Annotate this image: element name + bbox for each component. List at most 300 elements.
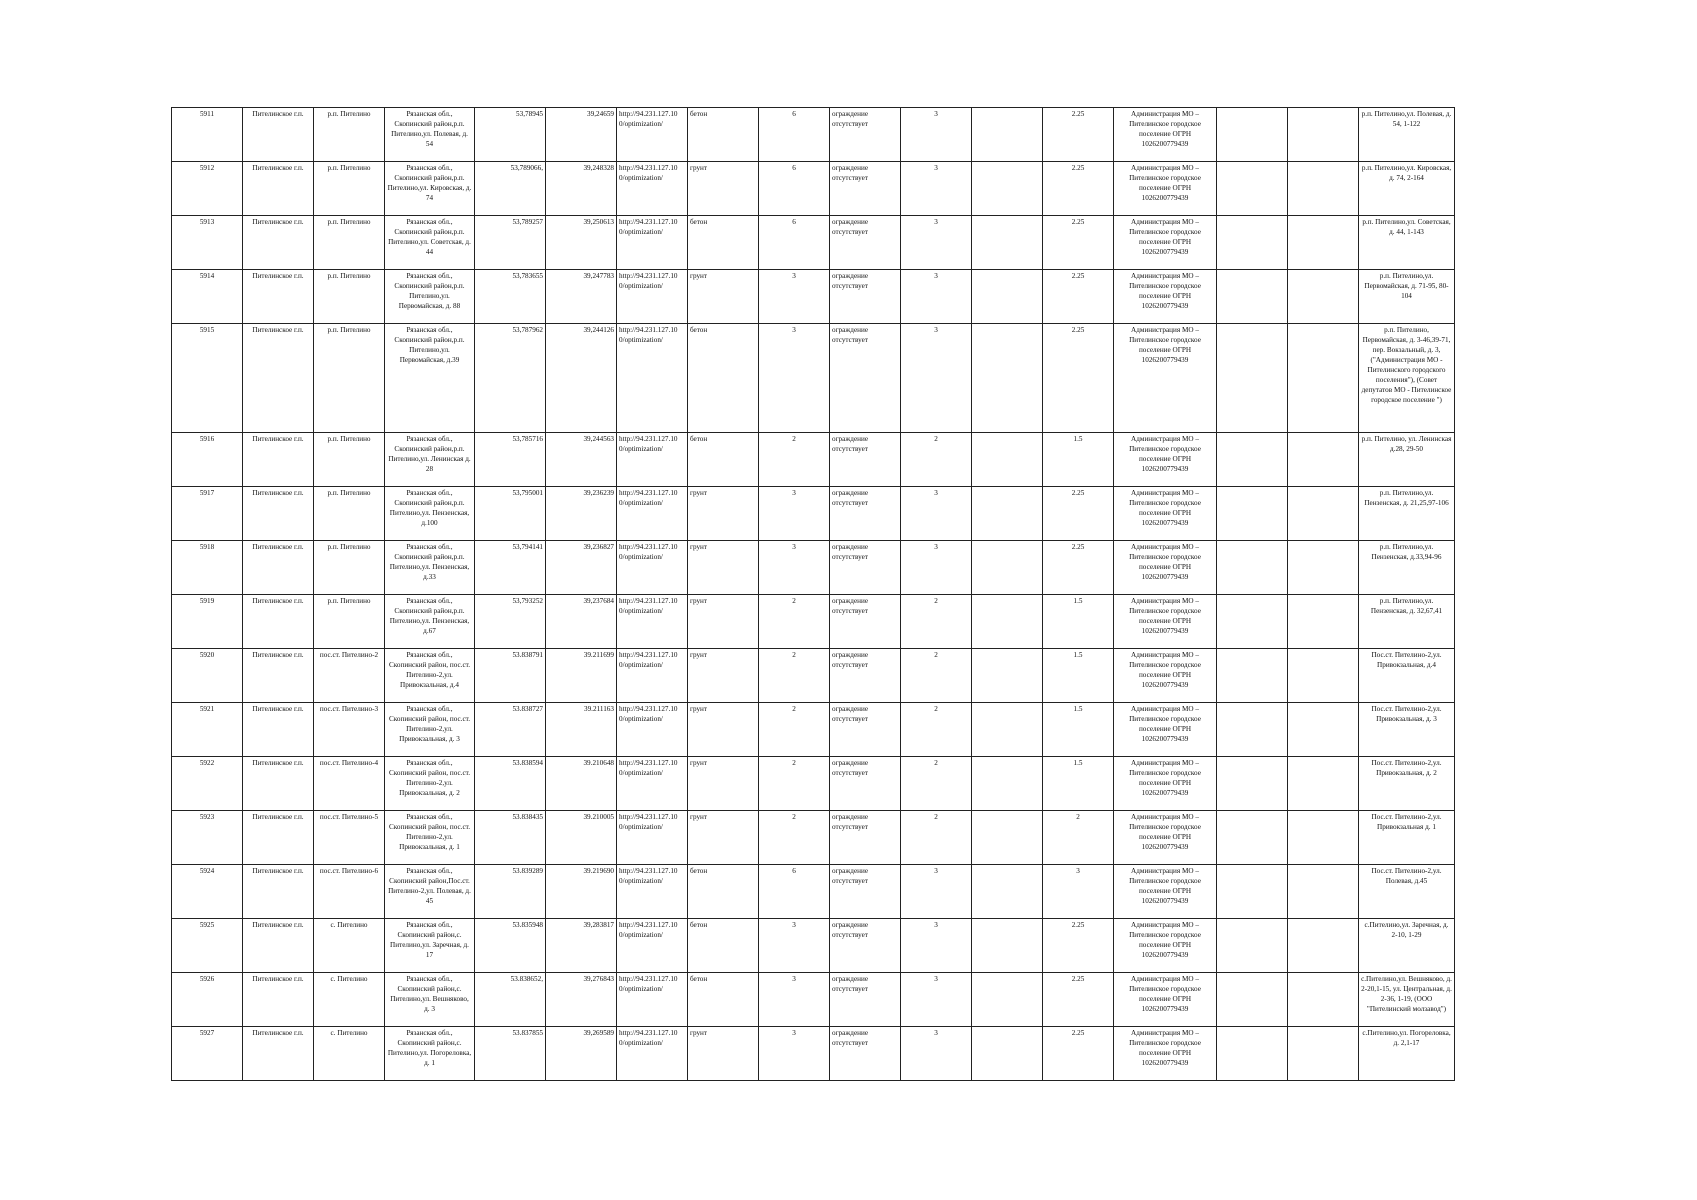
fence-cell: ограждение отсутствует — [830, 487, 901, 541]
surface-cell: грунт — [688, 811, 759, 865]
empty-cell — [1217, 324, 1288, 433]
address-cell: Рязанская обл., Скопинский район,р.п. Пителино,ул. Кировская, д. 74 — [385, 162, 475, 216]
empty-cell — [1217, 811, 1288, 865]
latitude-cell: 53.835948 — [475, 919, 546, 973]
empty-cell — [1288, 433, 1359, 487]
latitude-cell: 53,785716 — [475, 433, 546, 487]
settlement-cell: Пителинское г.п. — [243, 595, 314, 649]
locality-cell: р.п. Пителино — [314, 270, 385, 324]
surface-cell: грунт — [688, 1027, 759, 1081]
table-row — [172, 487, 1455, 541]
empty-cell — [972, 162, 1043, 216]
area-cell: 3 — [759, 541, 830, 595]
row-number-cell: 5920 — [172, 649, 243, 703]
area-cell: 3 — [759, 919, 830, 973]
volume-cell: 1.5 — [1043, 703, 1114, 757]
table-row — [172, 865, 1455, 919]
table-row — [172, 162, 1455, 216]
row-number-cell: 5918 — [172, 541, 243, 595]
table-row — [172, 973, 1455, 1027]
fence-cell: ограждение отсутствует — [830, 919, 901, 973]
empty-cell — [1217, 216, 1288, 270]
table-row — [172, 595, 1455, 649]
longitude-cell: 39,244563 — [546, 433, 617, 487]
longitude-cell: 39,269589 — [546, 1027, 617, 1081]
table-row — [172, 541, 1455, 595]
latitude-cell: 53.838791 — [475, 649, 546, 703]
row-number-cell: 5924 — [172, 865, 243, 919]
surface-cell: бетон — [688, 973, 759, 1027]
locality-cell: р.п. Пителино — [314, 541, 385, 595]
empty-cell — [972, 324, 1043, 433]
longitude-cell: 39,247783 — [546, 270, 617, 324]
volume-cell: 1.5 — [1043, 757, 1114, 811]
longitude-cell: 39,237684 — [546, 595, 617, 649]
row-number-cell: 5915 — [172, 324, 243, 433]
empty-cell — [1217, 703, 1288, 757]
containers-cell: 3 — [901, 216, 972, 270]
area-cell: 3 — [759, 1027, 830, 1081]
containers-cell: 2 — [901, 595, 972, 649]
waste-sources-cell: р.п. Пителино,ул. Пензенская, д. 32,67,41 — [1359, 595, 1455, 649]
volume-cell: 2.25 — [1043, 973, 1114, 1027]
map-link-cell[interactable]: http://94.231.127.10 0/optimization/ — [617, 541, 688, 595]
surface-cell: грунт — [688, 595, 759, 649]
map-link-cell[interactable]: http://94.231.127.10 0/optimization/ — [617, 108, 688, 162]
area-cell: 2 — [759, 433, 830, 487]
table-row — [172, 324, 1455, 433]
empty-cell — [1288, 216, 1359, 270]
volume-cell: 2.25 — [1043, 162, 1114, 216]
row-number-cell: 5912 — [172, 162, 243, 216]
volume-cell: 2.25 — [1043, 108, 1114, 162]
row-number-cell: 5911 — [172, 108, 243, 162]
latitude-cell: 53,787962 — [475, 324, 546, 433]
area-cell: 6 — [759, 108, 830, 162]
volume-cell: 2.25 — [1043, 919, 1114, 973]
surface-cell: грунт — [688, 703, 759, 757]
empty-cell — [1217, 595, 1288, 649]
waste-sources-cell: р.п. Пителино,ул. Полевая, д. 54, 1-122 — [1359, 108, 1455, 162]
settlement-cell: Пителинское г.п. — [243, 703, 314, 757]
containers-cell: 2 — [901, 811, 972, 865]
waste-sources-cell: с.Пителино,ул. Вешняково, д. 2-20,1-15, ул. Центральная, д. 2-36, 1-19, (ООО "Пителинский молзавод") — [1359, 973, 1455, 1027]
empty-cell — [1288, 973, 1359, 1027]
owner-cell: Администрация МО – Пителинское городское поселение ОГРН 1026200779439 — [1114, 270, 1217, 324]
surface-cell: грунт — [688, 270, 759, 324]
settlement-cell: Пителинское г.п. — [243, 541, 314, 595]
map-link-cell[interactable]: http://94.231.127.10 0/optimization/ — [617, 324, 688, 433]
surface-cell: бетон — [688, 216, 759, 270]
map-link-cell[interactable]: http://94.231.127.10 0/optimization/ — [617, 487, 688, 541]
waste-sources-cell: р.п. Пителино,ул. Пензенская, д. 21,25,97-106 — [1359, 487, 1455, 541]
locality-cell: пос.ст. Пителино-5 — [314, 811, 385, 865]
latitude-cell: 53.837855 — [475, 1027, 546, 1081]
address-cell: Рязанская обл., Скопинский район,р.п. Пителино,ул. Ленинская д. 28 — [385, 433, 475, 487]
volume-cell: 2.25 — [1043, 216, 1114, 270]
longitude-cell: 39,283817 — [546, 919, 617, 973]
volume-cell: 2.25 — [1043, 324, 1114, 433]
latitude-cell: 53.838652, — [475, 973, 546, 1027]
latitude-cell: 53,783655 — [475, 270, 546, 324]
longitude-cell: 39,250613 — [546, 216, 617, 270]
settlement-cell: Пителинское г.п. — [243, 487, 314, 541]
area-cell: 2 — [759, 811, 830, 865]
table-row — [172, 433, 1455, 487]
owner-cell: Администрация МО – Пителинское городское поселение ОГРН 1026200779439 — [1114, 865, 1217, 919]
address-cell: Рязанская обл., Скопинский район,с. Пителино,ул. Вешняково, д. 3 — [385, 973, 475, 1027]
settlement-cell: Пителинское г.п. — [243, 216, 314, 270]
locality-cell: с. Пителино — [314, 919, 385, 973]
fence-cell: ограждение отсутствует — [830, 216, 901, 270]
empty-cell — [1288, 487, 1359, 541]
map-link-cell[interactable]: http://94.231.127.10 0/optimization/ — [617, 433, 688, 487]
fence-cell: ограждение отсутствует — [830, 162, 901, 216]
latitude-cell: 53,793252 — [475, 595, 546, 649]
owner-cell: Администрация МО – Пителинское городское поселение ОГРН 1026200779439 — [1114, 649, 1217, 703]
waste-sources-cell: Пос.ст. Пителино-2,ул. Полевая, д.45 — [1359, 865, 1455, 919]
settlement-cell: Пителинское г.п. — [243, 919, 314, 973]
fence-cell: ограждение отсутствует — [830, 649, 901, 703]
area-cell: 6 — [759, 865, 830, 919]
owner-cell: Администрация МО – Пителинское городское поселение ОГРН 1026200779439 — [1114, 216, 1217, 270]
address-cell: Рязанская обл., Скопинский район, пос.ст. Пителино-2,ул. Привокзальная, д. 3 — [385, 703, 475, 757]
locality-cell: с. Пителино — [314, 1027, 385, 1081]
empty-cell — [1217, 757, 1288, 811]
waste-sources-cell: р.п. Пителино,ул. Советская, д. 44, 1-143 — [1359, 216, 1455, 270]
empty-cell — [972, 811, 1043, 865]
address-cell: Рязанская обл., Скопинский район,р.п. Пителино,ул. Полевая, д. 54 — [385, 108, 475, 162]
locality-cell: пос.ст. Пителино-4 — [314, 757, 385, 811]
table-row — [172, 649, 1455, 703]
owner-cell: Администрация МО – Пителинское городское поселение ОГРН 1026200779439 — [1114, 541, 1217, 595]
longitude-cell: 39.219690 — [546, 865, 617, 919]
surface-cell: бетон — [688, 865, 759, 919]
volume-cell: 1.5 — [1043, 595, 1114, 649]
fence-cell: ограждение отсутствует — [830, 541, 901, 595]
table-row — [172, 1027, 1455, 1081]
map-link-cell[interactable]: http://94.231.127.10 0/optimization/ — [617, 162, 688, 216]
settlement-cell: Пителинское г.п. — [243, 649, 314, 703]
fence-cell: ограждение отсутствует — [830, 865, 901, 919]
fence-cell: ограждение отсутствует — [830, 811, 901, 865]
settlement-cell: Пителинское г.п. — [243, 1027, 314, 1081]
address-cell: Рязанская обл., Скопинский район,с. Пителино,ул. Погореловка, д. 1 — [385, 1027, 475, 1081]
containers-cell: 3 — [901, 973, 972, 1027]
containers-cell: 3 — [901, 162, 972, 216]
address-cell: Рязанская обл., Скопинский район,р.п. Пителино,ул. Пензенская, д.100 — [385, 487, 475, 541]
longitude-cell: 39.210005 — [546, 811, 617, 865]
empty-cell — [1288, 541, 1359, 595]
area-cell: 3 — [759, 487, 830, 541]
empty-cell — [1288, 162, 1359, 216]
fence-cell: ограждение отсутствует — [830, 433, 901, 487]
empty-cell — [1288, 865, 1359, 919]
latitude-cell: 53,78945 — [475, 108, 546, 162]
map-link-cell[interactable]: http://94.231.127.10 0/optimization/ — [617, 270, 688, 324]
area-cell: 3 — [759, 324, 830, 433]
empty-cell — [1288, 757, 1359, 811]
map-link-cell[interactable]: http://94.231.127.10 0/optimization/ — [617, 865, 688, 919]
address-cell: Рязанская обл., Скопинский район,р.п. Пителино,ул. Пензенская, д.33 — [385, 541, 475, 595]
surface-cell: грунт — [688, 541, 759, 595]
address-cell: Рязанская обл., Скопинский район,р.п. Пителино,ул. Советская, д. 44 — [385, 216, 475, 270]
table-row — [172, 216, 1455, 270]
settlement-cell: Пителинское г.п. — [243, 324, 314, 433]
address-cell: Рязанская обл., Скопинский район,р.п. Пителино,ул. Пензенская, д.67 — [385, 595, 475, 649]
empty-cell — [1217, 541, 1288, 595]
locality-cell: р.п. Пителино — [314, 433, 385, 487]
address-cell: Рязанская обл., Скопинский район, пос.ст. Пителино-2,ул. Привокзальная, д. 1 — [385, 811, 475, 865]
locality-cell: р.п. Пителино — [314, 216, 385, 270]
empty-cell — [972, 1027, 1043, 1081]
surface-cell: бетон — [688, 108, 759, 162]
table-row — [172, 919, 1455, 973]
empty-cell — [1217, 108, 1288, 162]
waste-sources-cell: с.Пителино,ул. Заречная, д. 2-10, 1-29 — [1359, 919, 1455, 973]
surface-cell: бетон — [688, 919, 759, 973]
empty-cell — [972, 757, 1043, 811]
volume-cell: 2.25 — [1043, 487, 1114, 541]
latitude-cell: 53.838727 — [475, 703, 546, 757]
area-cell: 6 — [759, 216, 830, 270]
latitude-cell: 53.838435 — [475, 811, 546, 865]
longitude-cell: 39.211163 — [546, 703, 617, 757]
containers-cell: 2 — [901, 757, 972, 811]
row-number-cell: 5916 — [172, 433, 243, 487]
empty-cell — [1288, 595, 1359, 649]
volume-cell: 2.25 — [1043, 541, 1114, 595]
empty-cell — [1217, 1027, 1288, 1081]
address-cell: Рязанская обл., Скопинский район,р.п. Пителино,ул. Первомайская, д. 88 — [385, 270, 475, 324]
empty-cell — [1288, 649, 1359, 703]
latitude-cell: 53.839289 — [475, 865, 546, 919]
fence-cell: ограждение отсутствует — [830, 973, 901, 1027]
longitude-cell: 39.211699 — [546, 649, 617, 703]
owner-cell: Администрация МО – Пителинское городское поселение ОГРН 1026200779439 — [1114, 162, 1217, 216]
empty-cell — [1288, 811, 1359, 865]
address-cell: Рязанская обл., Скопинский район,с. Пителино,ул. Заречная, д. 17 — [385, 919, 475, 973]
empty-cell — [1217, 270, 1288, 324]
map-link-cell[interactable]: http://94.231.127.10 0/optimization/ — [617, 703, 688, 757]
empty-cell — [972, 216, 1043, 270]
latitude-cell: 53,789066, — [475, 162, 546, 216]
row-number-cell: 5914 — [172, 270, 243, 324]
waste-sources-cell: Пос.ст. Пителино-2,ул. Привокзальная, д. 2 — [1359, 757, 1455, 811]
waste-sources-cell: р.п. Пителино,ул. Кировская, д. 74, 2-164 — [1359, 162, 1455, 216]
table-row — [172, 108, 1455, 162]
fence-cell: ограждение отсутствует — [830, 757, 901, 811]
empty-cell — [972, 595, 1043, 649]
empty-cell — [972, 703, 1043, 757]
owner-cell: Администрация МО – Пителинское городское поселение ОГРН 1026200779439 — [1114, 324, 1217, 433]
table-row — [172, 270, 1455, 324]
latitude-cell: 53,789257 — [475, 216, 546, 270]
area-cell: 2 — [759, 649, 830, 703]
waste-sources-cell: Пос.ст. Пителино-2,ул. Привокзальная, д.4 — [1359, 649, 1455, 703]
longitude-cell: 39,248328 — [546, 162, 617, 216]
owner-cell: Администрация МО – Пителинское городское поселение ОГРН 1026200779439 — [1114, 595, 1217, 649]
empty-cell — [1217, 649, 1288, 703]
locality-cell: пос.ст. Пителино-6 — [314, 865, 385, 919]
locality-cell: р.п. Пителино — [314, 324, 385, 433]
empty-cell — [1217, 433, 1288, 487]
locality-cell: р.п. Пителино — [314, 487, 385, 541]
containers-cell: 3 — [901, 541, 972, 595]
longitude-cell: 39.210648 — [546, 757, 617, 811]
address-cell: Рязанская обл., Скопинский район, пос.ст. Пителино-2,ул. Привокзальная, д. 2 — [385, 757, 475, 811]
empty-cell — [1217, 865, 1288, 919]
empty-cell — [1288, 1027, 1359, 1081]
row-number-cell: 5927 — [172, 1027, 243, 1081]
containers-cell: 3 — [901, 1027, 972, 1081]
row-number-cell: 5926 — [172, 973, 243, 1027]
containers-cell: 3 — [901, 324, 972, 433]
volume-cell: 1.5 — [1043, 649, 1114, 703]
waste-sources-cell: р.п. Пителино, ул. Ленинская д.28, 29-50 — [1359, 433, 1455, 487]
empty-cell — [1288, 270, 1359, 324]
map-link-cell[interactable]: http://94.231.127.10 0/optimization/ — [617, 919, 688, 973]
row-number-cell: 5919 — [172, 595, 243, 649]
containers-cell: 2 — [901, 703, 972, 757]
locality-cell: пос.ст. Пителино-3 — [314, 703, 385, 757]
locality-cell: р.п. Пителино — [314, 108, 385, 162]
volume-cell: 2.25 — [1043, 1027, 1114, 1081]
area-cell: 3 — [759, 270, 830, 324]
waste-sources-cell: р.п. Пителино, Первомайская, д. 3-46,39-71, пер. Вокзальный, д. 3, ("Администрация МО - Пителинского городского поселения"), (Совет депутатов МО - Пителинское городское поселение ") — [1359, 324, 1455, 433]
longitude-cell: 39,236827 — [546, 541, 617, 595]
containers-cell: 3 — [901, 865, 972, 919]
surface-cell: бетон — [688, 324, 759, 433]
area-cell: 2 — [759, 757, 830, 811]
locality-cell: с. Пителино — [314, 973, 385, 1027]
settlement-cell: Пителинское г.п. — [243, 270, 314, 324]
surface-cell: грунт — [688, 757, 759, 811]
longitude-cell: 39,236239 — [546, 487, 617, 541]
owner-cell: Администрация МО – Пителинское городское поселение ОГРН 1026200779439 — [1114, 1027, 1217, 1081]
locality-cell: р.п. Пителино — [314, 162, 385, 216]
volume-cell: 3 — [1043, 865, 1114, 919]
fence-cell: ограждение отсутствует — [830, 108, 901, 162]
empty-cell — [972, 649, 1043, 703]
empty-cell — [972, 865, 1043, 919]
map-link-cell[interactable]: http://94.231.127.10 0/optimization/ — [617, 973, 688, 1027]
map-link-cell[interactable]: http://94.231.127.10 0/optimization/ — [617, 216, 688, 270]
settlement-cell: Пителинское г.п. — [243, 757, 314, 811]
containers-cell: 3 — [901, 487, 972, 541]
empty-cell — [1288, 919, 1359, 973]
surface-cell: грунт — [688, 487, 759, 541]
owner-cell: Администрация МО – Пителинское городское поселение ОГРН 1026200779439 — [1114, 919, 1217, 973]
table-row — [172, 703, 1455, 757]
address-cell: Рязанская обл., Скопинский район,Пос.ст. Пителино-2,ул. Полевая, д. 45 — [385, 865, 475, 919]
containers-cell: 3 — [901, 919, 972, 973]
owner-cell: Администрация МО – Пителинское городское поселение ОГРН 1026200779439 — [1114, 757, 1217, 811]
waste-sources-cell: с.Пителино,ул. Погореловка, д. 2,1-17 — [1359, 1027, 1455, 1081]
settlement-cell: Пителинское г.п. — [243, 973, 314, 1027]
row-number-cell: 5925 — [172, 919, 243, 973]
registry-table — [171, 107, 1455, 1081]
area-cell: 2 — [759, 595, 830, 649]
table-row — [172, 811, 1455, 865]
empty-cell — [1217, 162, 1288, 216]
fence-cell: ограждение отсутствует — [830, 1027, 901, 1081]
empty-cell — [972, 919, 1043, 973]
row-number-cell: 5922 — [172, 757, 243, 811]
longitude-cell: 39,276843 — [546, 973, 617, 1027]
fence-cell: ограждение отсутствует — [830, 324, 901, 433]
fence-cell: ограждение отсутствует — [830, 703, 901, 757]
longitude-cell: 39,24659 — [546, 108, 617, 162]
surface-cell: бетон — [688, 433, 759, 487]
containers-cell: 2 — [901, 649, 972, 703]
empty-cell — [1217, 973, 1288, 1027]
area-cell: 3 — [759, 973, 830, 1027]
owner-cell: Администрация МО – Пителинское городское поселение ОГРН 1026200779439 — [1114, 487, 1217, 541]
row-number-cell: 5923 — [172, 811, 243, 865]
address-cell: Рязанская обл., Скопинский район, пос.ст. Пителино-2,ул. Привокзальная, д.4 — [385, 649, 475, 703]
owner-cell: Администрация МО – Пителинское городское поселение ОГРН 1026200779439 — [1114, 811, 1217, 865]
settlement-cell: Пителинское г.п. — [243, 108, 314, 162]
address-cell: Рязанская обл., Скопинский район,р.п. Пителино,ул. Первомайская, д.39 — [385, 324, 475, 433]
empty-cell — [972, 433, 1043, 487]
area-cell: 2 — [759, 703, 830, 757]
row-number-cell: 5913 — [172, 216, 243, 270]
empty-cell — [972, 270, 1043, 324]
settlement-cell: Пителинское г.п. — [243, 811, 314, 865]
area-cell: 6 — [759, 162, 830, 216]
containers-cell: 3 — [901, 270, 972, 324]
empty-cell — [1288, 108, 1359, 162]
fence-cell: ограждение отсутствует — [830, 270, 901, 324]
owner-cell: Администрация МО – Пителинское городское поселение ОГРН 1026200779439 — [1114, 703, 1217, 757]
owner-cell: Администрация МО – Пителинское городское поселение ОГРН 1026200779439 — [1114, 433, 1217, 487]
containers-cell: 2 — [901, 433, 972, 487]
settlement-cell: Пителинское г.п. — [243, 162, 314, 216]
empty-cell — [972, 541, 1043, 595]
row-number-cell: 5917 — [172, 487, 243, 541]
map-link-cell[interactable]: http://94.231.127.10 0/optimization/ — [617, 649, 688, 703]
empty-cell — [972, 973, 1043, 1027]
empty-cell — [1217, 487, 1288, 541]
volume-cell: 2.25 — [1043, 270, 1114, 324]
table-row — [172, 757, 1455, 811]
empty-cell — [1288, 324, 1359, 433]
owner-cell: Администрация МО – Пителинское городское поселение ОГРН 1026200779439 — [1114, 973, 1217, 1027]
volume-cell: 1.5 — [1043, 433, 1114, 487]
waste-sources-cell: р.п. Пителино,ул. Пензенская, д.33,94-96 — [1359, 541, 1455, 595]
empty-cell — [1217, 919, 1288, 973]
latitude-cell: 53,795001 — [475, 487, 546, 541]
containers-cell: 3 — [901, 108, 972, 162]
waste-sources-cell: Пос.ст. Пителино-2,ул. Привокзальная, д. 3 — [1359, 703, 1455, 757]
map-link-cell[interactable]: http://94.231.127.10 0/optimization/ — [617, 595, 688, 649]
map-link-cell[interactable]: http://94.231.127.10 0/optimization/ — [617, 1027, 688, 1081]
map-link-cell[interactable]: http://94.231.127.10 0/optimization/ — [617, 811, 688, 865]
latitude-cell: 53.838594 — [475, 757, 546, 811]
locality-cell: пос.ст. Пителино-2 — [314, 649, 385, 703]
surface-cell: грунт — [688, 649, 759, 703]
volume-cell: 2 — [1043, 811, 1114, 865]
map-link-cell[interactable]: http://94.231.127.10 0/optimization/ — [617, 757, 688, 811]
row-number-cell: 5921 — [172, 703, 243, 757]
surface-cell: грунт — [688, 162, 759, 216]
empty-cell — [1288, 703, 1359, 757]
settlement-cell: Пителинское г.п. — [243, 865, 314, 919]
empty-cell — [972, 108, 1043, 162]
owner-cell: Администрация МО – Пителинское городское поселение ОГРН 1026200779439 — [1114, 108, 1217, 162]
fence-cell: ограждение отсутствует — [830, 595, 901, 649]
